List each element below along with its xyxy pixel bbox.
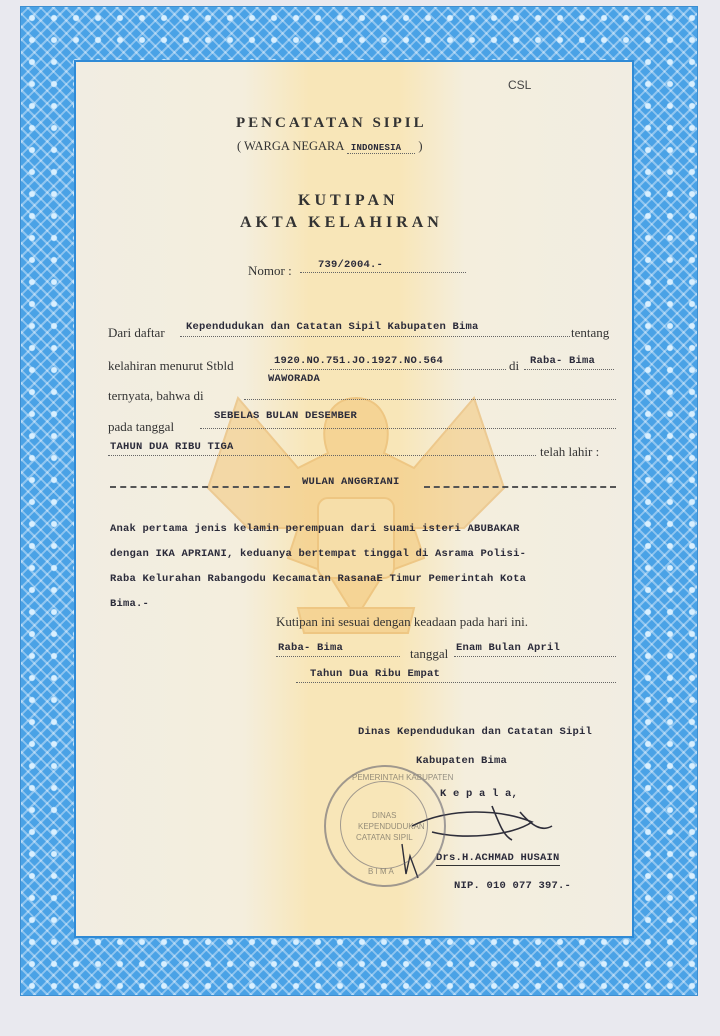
doc-title-1: KUTIPAN <box>298 192 399 209</box>
official-name: Drs.H.ACHMAD HUSAIN <box>436 852 560 864</box>
garuda-emblem-watermark <box>178 358 534 658</box>
date-dots-1 <box>454 656 616 657</box>
stamp-center-3: CATATAN SIPIL <box>356 833 413 842</box>
kutipan-statement: Kutipan ini sesuai dengan keadaan pada hari ini. <box>276 614 528 629</box>
official-stamp <box>324 765 454 887</box>
kelahiran-label: kelahiran menurut Stbld <box>108 358 234 373</box>
nomor-dots <box>300 272 466 273</box>
paragraph-line-2: dengan IKA APRIANI, keduanya bertempat tinggal di Asrama Polisi- <box>110 548 527 560</box>
dari-dots <box>180 336 570 337</box>
stbld-value: 1920.NO.751.JO.1927.NO.564 <box>274 355 444 367</box>
nomor-label: Nomor : <box>248 263 292 278</box>
place-dots <box>276 656 400 657</box>
subtitle-close: ) <box>418 139 423 153</box>
nomor-value: 739/2004.- <box>318 259 384 271</box>
nip-number: NIP. 010 077 397.- <box>454 880 572 892</box>
stamp-center-2: KEPENDUDUKAN <box>358 822 425 831</box>
header-subtitle <box>237 139 423 154</box>
paragraph-line-4: Bima.- <box>110 598 150 610</box>
di-label: di <box>509 358 520 373</box>
office-line-1: Dinas Kependudukan dan Catatan Sipil <box>358 726 593 738</box>
di-dots <box>524 369 614 370</box>
header-title: PENCATATAN SIPIL <box>236 115 427 131</box>
ternyata-dots <box>244 399 616 400</box>
child-name: WULAN ANGGRIANI <box>302 476 400 488</box>
tanggal-label: pada tanggal <box>108 419 175 434</box>
ternyata-value: WAWORADA <box>268 373 321 385</box>
office-line-2: Kabupaten Bima <box>416 755 508 767</box>
date-value-2: Tahun Dua Ribu Empat <box>310 668 441 680</box>
di-value: Raba- Bima <box>530 355 596 367</box>
document-code: CSL <box>508 78 532 92</box>
tanggal-value-1: SEBELAS BULAN DESEMBER <box>214 410 358 422</box>
name-dash-left <box>110 486 290 488</box>
nationality-value: INDONESIA <box>347 143 415 154</box>
tanggal-dots-1 <box>200 428 616 429</box>
tanggal-dots-2 <box>108 455 536 456</box>
doc-title-2: AKTA KELAHIRAN <box>240 214 443 231</box>
tanggal-value-2: TAHUN DUA RIBU TIGA <box>110 441 234 453</box>
stamp-center-1: DINAS <box>372 811 397 820</box>
stbld-dots <box>270 369 506 370</box>
ternyata-label: ternyata, bahwa di <box>108 388 204 403</box>
place-value: Raba- Bima <box>278 642 344 654</box>
paragraph-line-1: Anak pertama jenis kelamin perempuan dari suami isteri ABUBAKAR <box>110 523 520 535</box>
stamp-bottom-text: B I M A <box>368 867 394 876</box>
kepala-label: K e p a l a, <box>440 788 519 800</box>
date-dots-2 <box>296 682 616 683</box>
dari-value: Kependudukan dan Catatan Sipil Kabupaten Bima <box>186 321 479 333</box>
name-dash-right <box>424 486 616 488</box>
dari-label: Dari daftar <box>108 325 165 340</box>
date-value-1: Enam Bulan April <box>456 642 561 654</box>
stamp-top-text: PEMERINTAH KABUPATEN <box>352 773 454 782</box>
tanggal2-label: tanggal <box>410 646 449 661</box>
paragraph-line-3: Raba Kelurahan Rabangodu Kecamatan RasanaE Timur Pemerintah Kota <box>110 573 527 585</box>
telah-lahir-label: telah lahir : <box>540 444 600 459</box>
subtitle-open: ( WARGA NEGARA <box>237 139 344 153</box>
tentang-label: tentang <box>571 325 610 340</box>
